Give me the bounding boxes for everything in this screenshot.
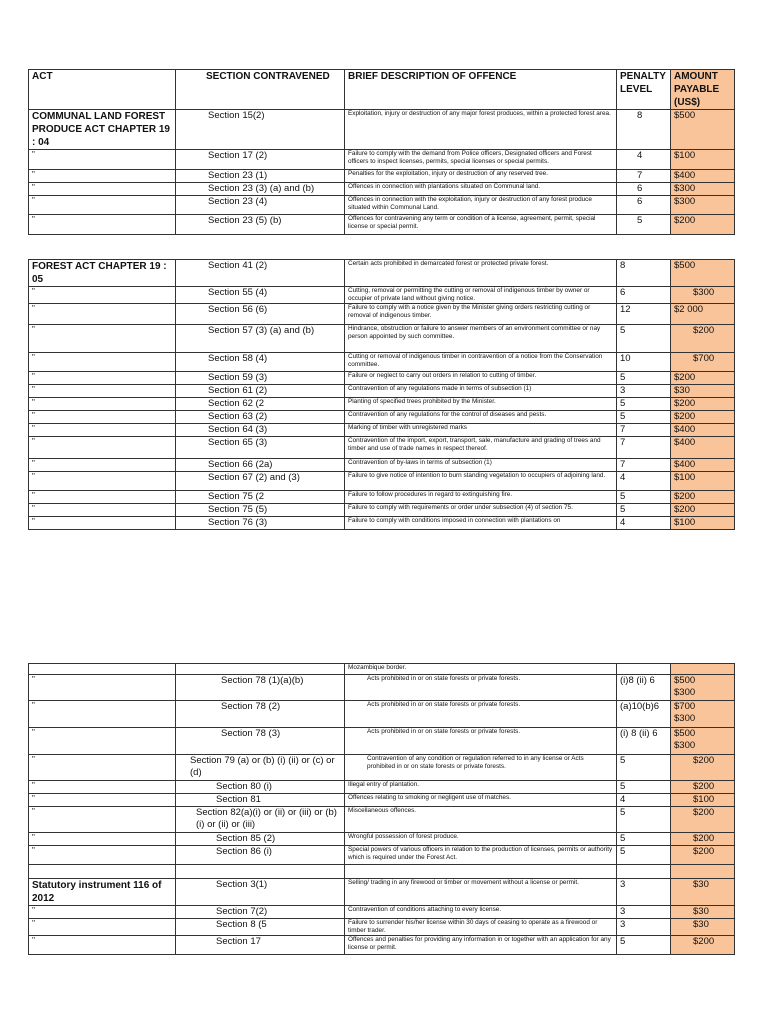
penalty-level-cell: (i) 8 (ii) 6 (617, 728, 671, 755)
act-cell: " (29, 325, 176, 353)
section-cell: Section 75 (2 (176, 491, 345, 504)
table-row (29, 664, 735, 675)
amount-cell: $100 (671, 517, 735, 530)
penalty-level-cell: 4 (617, 150, 671, 170)
section-cell: Section 85 (2) (176, 833, 345, 846)
section-cell: Section 23 (4) (176, 196, 345, 215)
section-cell: Section 56 (6) (176, 304, 345, 325)
act-cell: " (29, 170, 176, 183)
penalty-level-cell: 3 (617, 879, 671, 906)
penalty-level-cell: 3 (617, 906, 671, 919)
act-cell: '' (29, 936, 176, 955)
table-row (29, 865, 735, 879)
description-cell: Planting of specified trees prohibited by the Minister. (345, 398, 617, 411)
penalty-level-cell: 5 (617, 411, 671, 424)
description-cell: Failure to follow procedures in regard to extinguishing fire. (345, 491, 617, 504)
description-cell: Wrongful possession of forest produce. (345, 833, 617, 846)
table-row (29, 472, 735, 491)
table-row (29, 794, 735, 807)
amount-cell: $400 (671, 437, 735, 459)
amount-cell: $700 (671, 353, 735, 372)
section-cell: Section 65 (3) (176, 437, 345, 459)
table-row (29, 215, 735, 235)
act-cell: " (29, 372, 176, 385)
penalty-level-cell: 6 (617, 196, 671, 215)
act-cell: " (29, 287, 176, 304)
header-act: ACT (29, 70, 176, 110)
table-row (29, 504, 735, 517)
amount-cell: $30 (671, 906, 735, 919)
description-cell: Failure to surrender his/her license within 30 days of ceasing to operate as a firewood or timber trader. (345, 919, 617, 936)
description-cell: Acts prohibited in or on state forests or private forests. (345, 675, 617, 701)
table-row (29, 325, 735, 353)
amount-cell: $400 (671, 170, 735, 183)
penalty-level-cell: 5 (617, 833, 671, 846)
act-cell: " (29, 411, 176, 424)
description-cell: Failure to comply with the demand from Police officers, Designated officers and Forest officers to inspect licenses, permits, special licenses or special permits. (345, 150, 617, 170)
table-row (29, 304, 735, 325)
description-cell: Contravention of any regulations made in terms of subsection (1) (345, 385, 617, 398)
table-row (29, 781, 735, 794)
amount-cell: $100 (671, 150, 735, 170)
amount-cell: $200 (671, 846, 735, 865)
section-cell: Section 23 (1) (176, 170, 345, 183)
act-cell: " (29, 504, 176, 517)
penalty-level-cell: 4 (617, 517, 671, 530)
act-cell: " (29, 794, 176, 807)
amount-cell: $200 (671, 807, 735, 833)
act-cell (29, 865, 176, 879)
section-cell: Section 76 (3) (176, 517, 345, 530)
penalty-level-cell: 3 (617, 919, 671, 936)
act-cell: " (29, 728, 176, 755)
description-cell: Failure to comply with conditions imposed in connection with plantations on (345, 517, 617, 530)
table-row (29, 879, 735, 906)
amount-cell: $200 (671, 411, 735, 424)
act-cell: " (29, 472, 176, 491)
offence-table-continued (28, 663, 735, 955)
description-cell: Offences and penalties for providing any information in or together with an application for any license or permit. (345, 936, 617, 955)
description-cell: Contravention of any regulations for the control of diseases and pests. (345, 411, 617, 424)
section-cell: Section 62 (2 (176, 398, 345, 411)
amount-cell: $30 (671, 385, 735, 398)
amount-cell: $200 (671, 936, 735, 955)
table-row (29, 675, 735, 701)
penalty-level-cell: 5 (617, 846, 671, 865)
penalty-level-cell: 8 (617, 260, 671, 287)
amount-cell: $500 (671, 110, 735, 150)
section-cell: Section 23 (3) (a) and (b) (176, 183, 345, 196)
act-cell: " (29, 385, 176, 398)
table-row (29, 437, 735, 459)
description-cell: Failure to comply with a notice given by the Minister giving orders restricting cutting or removal of indigenous timber. (345, 304, 617, 325)
amount-cell: $30 (671, 879, 735, 906)
act-cell: " (29, 846, 176, 865)
penalty-level-cell: 12 (617, 304, 671, 325)
penalty-level-cell: 5 (617, 491, 671, 504)
section-cell: Section 86 (i) (176, 846, 345, 865)
description-cell: Offences in connection with the exploitation, injury or destruction of any forest produce situated within Communal Land. (345, 196, 617, 215)
act-cell: " (29, 459, 176, 472)
amount-cell: $500 $300 (671, 728, 735, 755)
table-row (29, 936, 735, 955)
amount-cell: $300 (671, 196, 735, 215)
penalty-level-cell: 5 (617, 807, 671, 833)
penalty-level-cell: (a)10(b)6 (617, 701, 671, 728)
penalty-level-cell: 5 (617, 215, 671, 235)
table-row (29, 906, 735, 919)
amount-cell: $200 (671, 325, 735, 353)
amount-cell: $30 (671, 919, 735, 936)
section-cell (176, 664, 345, 675)
offence-table-forest-act (28, 259, 735, 530)
act-cell: " (29, 755, 176, 781)
penalty-level-cell: 5 (617, 372, 671, 385)
amount-cell: $300 (671, 183, 735, 196)
amount-cell: $2 000 (671, 304, 735, 325)
act-cell: " (29, 183, 176, 196)
amount-cell: $500 $300 (671, 675, 735, 701)
description-cell: Offences relating to smoking or negligent use of matches. (345, 794, 617, 807)
section-cell: Section 3(1) (176, 879, 345, 906)
penalty-level-cell: 6 (617, 183, 671, 196)
act-cell: " (29, 491, 176, 504)
act-cell: " (29, 517, 176, 530)
penalty-level-cell: 5 (617, 755, 671, 781)
table-row (29, 260, 735, 287)
amount-cell: $200 (671, 372, 735, 385)
amount-cell: $500 (671, 260, 735, 287)
table-row (29, 728, 735, 755)
description-cell: Cutting, removal or permitting the cutting or removal of indigenous timber by owner or occupier of private land without giving notice. (345, 287, 617, 304)
table-row (29, 170, 735, 183)
penalty-level-cell: (i)8 (ii) 6 (617, 675, 671, 701)
amount-cell: $100 (671, 472, 735, 491)
table-row (29, 846, 735, 865)
section-cell: Section 17 (2) (176, 150, 345, 170)
table-row (29, 424, 735, 437)
act-cell: " (29, 353, 176, 372)
description-cell: Exploitation, injury or destruction of any major forest produces, within a protected forest area. (345, 110, 617, 150)
section-cell: Section 7(2) (176, 906, 345, 919)
penalty-level-cell: 4 (617, 794, 671, 807)
penalty-level-cell: 5 (617, 781, 671, 794)
penalty-level-cell: 4 (617, 472, 671, 491)
section-cell: Section 75 (5) (176, 504, 345, 517)
penalty-level-cell: 7 (617, 459, 671, 472)
act-cell: " (29, 807, 176, 833)
penalty-level-cell (617, 865, 671, 879)
section-cell: Section 66 (2a) (176, 459, 345, 472)
description-cell: Selling/ trading in any firewood or timber or movement without a license or permit. (345, 879, 617, 906)
table-row (29, 110, 735, 150)
penalty-level-cell: 7 (617, 424, 671, 437)
table-row (29, 183, 735, 196)
amount-cell: $100 (671, 794, 735, 807)
section-cell: Section 55 (4) (176, 287, 345, 304)
description-cell (345, 865, 617, 879)
amount-cell: $700 $300 (671, 701, 735, 728)
penalty-level-cell: 10 (617, 353, 671, 372)
act-cell: '' (29, 919, 176, 936)
table-row (29, 491, 735, 504)
act-cell: COMMUNAL LAND FOREST PRODUCE ACT CHAPTER 19 : 04 (29, 110, 176, 150)
penalty-level-cell: 7 (617, 170, 671, 183)
description-cell: Failure to comply with requirements or order under subsection (4) of section 75. (345, 504, 617, 517)
table-row (29, 150, 735, 170)
section-cell: Section 67 (2) and (3) (176, 472, 345, 491)
table-row (29, 459, 735, 472)
act-cell: " (29, 781, 176, 794)
table-row (29, 385, 735, 398)
section-cell: Section 81 (176, 794, 345, 807)
description-cell: Contravention of any condition or regulation referred to in any license or Acts prohibited in or on state forests or private forests. (345, 755, 617, 781)
description-cell: Mozambique border. (345, 664, 617, 675)
table-row (29, 196, 735, 215)
act-cell: " (29, 437, 176, 459)
description-cell: Certain acts prohibited in demarcated forest or protected private forest. (345, 260, 617, 287)
description-cell: Illegal entry of plantation. (345, 781, 617, 794)
amount-cell: $200 (671, 755, 735, 781)
table-row (29, 833, 735, 846)
section-cell: Section 78 (2) (176, 701, 345, 728)
act-cell: FOREST ACT CHAPTER 19 : 05 (29, 260, 176, 287)
table-row (29, 755, 735, 781)
table-row (29, 372, 735, 385)
act-cell: " (29, 215, 176, 235)
penalty-level-cell: 6 (617, 287, 671, 304)
amount-cell: $200 (671, 398, 735, 411)
amount-cell: $400 (671, 459, 735, 472)
amount-cell (671, 865, 735, 879)
table-row (29, 411, 735, 424)
description-cell: Special powers of various officers in relation to the production of licenses, permits or authority which is required under the Forest Act. (345, 846, 617, 865)
table-row (29, 398, 735, 411)
act-cell: " (29, 398, 176, 411)
act-cell: " (29, 675, 176, 701)
section-cell: Section 17 (176, 936, 345, 955)
section-cell: Section 8 (5 (176, 919, 345, 936)
description-cell: Marking of timber with unregistered marks (345, 424, 617, 437)
section-cell: Section 15(2) (176, 110, 345, 150)
section-cell: Section 78 (1)(a)(b) (176, 675, 345, 701)
description-cell: Acts prohibited in or on state forests or private forests. (345, 728, 617, 755)
act-cell: " (29, 304, 176, 325)
section-cell: Section 58 (4) (176, 353, 345, 372)
description-cell: Contravention of conditions attaching to every license. (345, 906, 617, 919)
penalty-level-cell: 3 (617, 385, 671, 398)
section-cell: Section 82(a)(i) or (ii) or (iii) or (b)(i) or (ii) or (iii) (176, 807, 345, 833)
penalty-level-cell (617, 664, 671, 675)
act-cell (29, 664, 176, 675)
section-cell: Section 41 (2) (176, 260, 345, 287)
amount-cell: $200 (671, 833, 735, 846)
act-cell: " (29, 196, 176, 215)
description-cell: Penalties for the exploitation, injury or destruction of any reserved tree. (345, 170, 617, 183)
description-cell: Failure or neglect to carry out orders in relation to cutting of timber. (345, 372, 617, 385)
amount-cell: $200 (671, 504, 735, 517)
table-row (29, 807, 735, 833)
penalty-level-cell: 5 (617, 398, 671, 411)
penalty-level-cell: 7 (617, 437, 671, 459)
header-row (29, 70, 735, 110)
description-cell: Cutting or removal of indigenous timber in contravention of a notice from the Conservation committee. (345, 353, 617, 372)
description-cell: Offences for contravening any term or condition of a license, agreement, permit, special license or special permit. (345, 215, 617, 235)
table-row (29, 517, 735, 530)
table-row (29, 353, 735, 372)
penalty-level-cell: 8 (617, 110, 671, 150)
section-cell: Section 79 (a) or (b) (i) (ii) or (c) or (d) (176, 755, 345, 781)
amount-cell: $300 (671, 287, 735, 304)
section-cell: Section 57 (3) (a) and (b) (176, 325, 345, 353)
description-cell: Contravention of by-laws in terms of subsection (1) (345, 459, 617, 472)
amount-cell: $200 (671, 215, 735, 235)
section-cell: Section 63 (2) (176, 411, 345, 424)
amount-cell: $200 (671, 491, 735, 504)
description-cell: Miscellaneous offences. (345, 807, 617, 833)
section-cell: Section 23 (5) (b) (176, 215, 345, 235)
description-cell: Hindrance, obstruction or failure to answer members of an environment committee or nay person appointed by such committee. (345, 325, 617, 353)
act-cell: " (29, 150, 176, 170)
act-cell: " (29, 701, 176, 728)
section-cell: Section 80 (i) (176, 781, 345, 794)
section-cell: Section 61 (2) (176, 385, 345, 398)
header-penalty-level: PENALTY LEVEL (617, 70, 671, 110)
description-cell: Acts prohibited in or on state forests or private forests. (345, 701, 617, 728)
offence-table-communal-land (28, 69, 735, 235)
amount-cell: $400 (671, 424, 735, 437)
penalty-level-cell: 5 (617, 936, 671, 955)
header-amount: AMOUNT PAYABLE (US$) (671, 70, 735, 110)
amount-cell (671, 664, 735, 675)
table-row (29, 919, 735, 936)
act-cell: Statutory instrument 116 of 2012 (29, 879, 176, 906)
penalty-level-cell: 5 (617, 504, 671, 517)
header-description: BRIEF DESCRIPTION OF OFFENCE (345, 70, 617, 110)
description-cell: Failure to give notice of intention to burn standing vegetation to occupiers of adjoining land. (345, 472, 617, 491)
table-row (29, 701, 735, 728)
description-cell: Contravention of the import, export, transport, sale, manufacture and grading of trees and timber and use of trade names in respect thereof. (345, 437, 617, 459)
section-cell: Section 59 (3) (176, 372, 345, 385)
act-cell: '' (29, 906, 176, 919)
amount-cell: $200 (671, 781, 735, 794)
act-cell: " (29, 424, 176, 437)
header-section: SECTION CONTRAVENED (176, 70, 345, 110)
section-cell: Section 78 (3) (176, 728, 345, 755)
table-row (29, 287, 735, 304)
description-cell: Offences in connection with plantations situated on Communal land. (345, 183, 617, 196)
penalty-level-cell: 5 (617, 325, 671, 353)
section-cell (176, 865, 345, 879)
act-cell: " (29, 833, 176, 846)
section-cell: Section 64 (3) (176, 424, 345, 437)
